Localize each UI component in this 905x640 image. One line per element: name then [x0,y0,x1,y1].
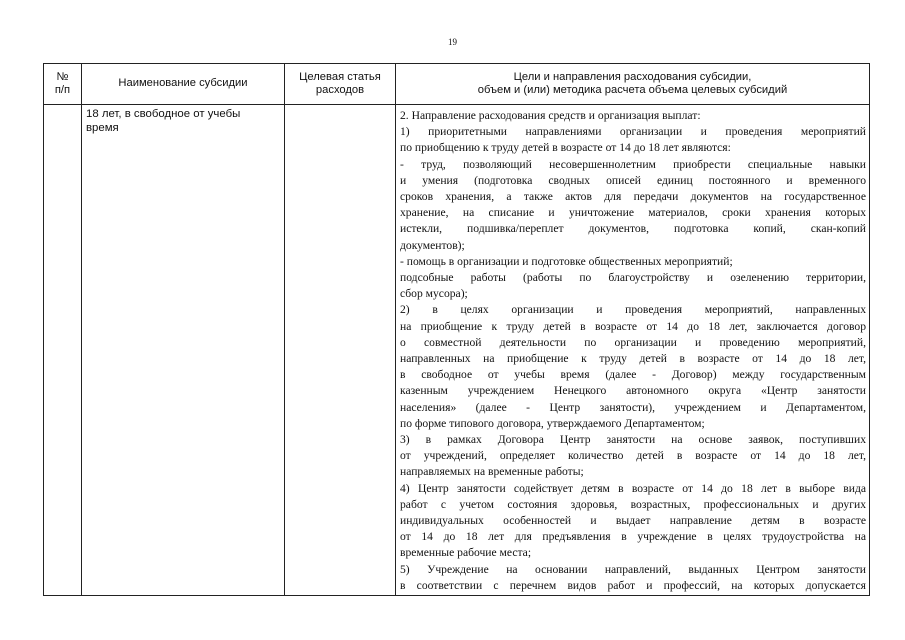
goals-line: на приобщение к труду детей в возрасте от 14 до 18 лет, заключается договор [400,319,866,333]
goals-line: работ с учетом состояния здоровья, возрастных, профессиональных и других [400,497,866,511]
goals-line: направленных на приобщение к труду детей в возрасте от 14 до 18 лет, [400,352,866,366]
header-goals [396,64,870,105]
subsidy-table [43,63,870,596]
cell-subsidy-name [82,105,285,596]
header-goals-line: Цели и направления расходования субсидии, [513,70,752,83]
cell-target-article [285,105,396,596]
goals-line: сбор мусора); [400,287,468,301]
goals-line: подсобные работы (работы по благоустройству и озеленению территории, [400,271,866,285]
goals-line: документов); [400,238,465,252]
goals-line: в свободное от учебы время (далее - Договор) между государственным [400,368,866,382]
header-number-line: п/п [54,84,71,96]
goals-line: от 14 до 18 лет для предъявления в учреждение в целях трудоустройства на [400,530,866,544]
goals-line: и умения (подготовка сводных описей единиц постоянного и временного [400,173,866,187]
header-subsidy-name: Наименование субсидии [82,64,285,105]
goals-line: 1) приоритетными направлениями организации и проведения мероприятий [400,125,866,139]
goals-line: казенным учреждением Ненецкого автономного округа «Центр занятости [400,384,866,398]
goals-line: истекли, подшивка/переплет документов, подготовка копий, скан-копий [400,222,866,236]
goals-line: 2) в целях организации и проведения мероприятий, направленных [400,303,866,317]
goals-line: 5) Учреждение на основании направлений, выданных Центром занятости [400,562,866,576]
goals-line: - труд, позволяющий несовершеннолетним приобрести специальные навыки [400,157,866,171]
goals-line: направляемых на временные работы; [400,465,584,479]
goals-line: по приобщению к труду детей в возрасте от 14 до 18 лет являются: [400,141,731,155]
subsidy-name-line: время [86,121,119,134]
subsidy-name-line: 18 лет, в свободное от учебы [86,108,241,120]
goals-line: 2. Направление расходования средств и организация выплат: [400,109,701,122]
goals-line: 4) Центр занятости содействует детям в возрасте от 14 до 18 лет в выборе вида [400,481,866,495]
goals-line: 3) в рамках Договора Центр занятости на основе заявок, поступивших [400,433,866,447]
goals-line: в соответствии с перечнем видов работ и профессий, на которых допускается [400,578,866,592]
cell-number [44,105,82,596]
goals-line: от учреждений, определяет количество детей в возрасте от 14 до 18 лет, [400,449,866,463]
header-target-article [285,64,396,105]
header-number [44,64,82,105]
goals-line: по форме типового договора, утверждаемого Департаментом; [400,416,705,430]
goals-line: о совместной деятельности по организации и проведению мероприятий, [400,335,866,349]
table-row [44,105,870,596]
header-goals-line: объем и (или) методика расчета объема целевых субсидий [477,84,788,96]
header-article-line: расходов [315,84,365,96]
goals-line: хранение, на списание и уничтожение материалов, сроки хранения которых [400,206,866,220]
header-article-line: Целевая статья [299,70,381,83]
goals-line: сроков хранения, а также актов для передачи документов на государственное [400,190,866,204]
goals-line: населения» (далее - Центр занятости), учреждением и Департаментом, [400,400,866,414]
goals-line: временные рабочие места; [400,546,532,560]
goals-line: - помощь в организации и подготовке общественных мероприятий; [400,254,733,268]
cell-goals [396,105,870,596]
table-header-row [44,64,870,105]
page-number: 19 [448,37,457,47]
header-number-line: № [56,70,69,83]
goals-line: индивидуальных особенностей и выдает направление детям в возрасте [400,514,866,528]
